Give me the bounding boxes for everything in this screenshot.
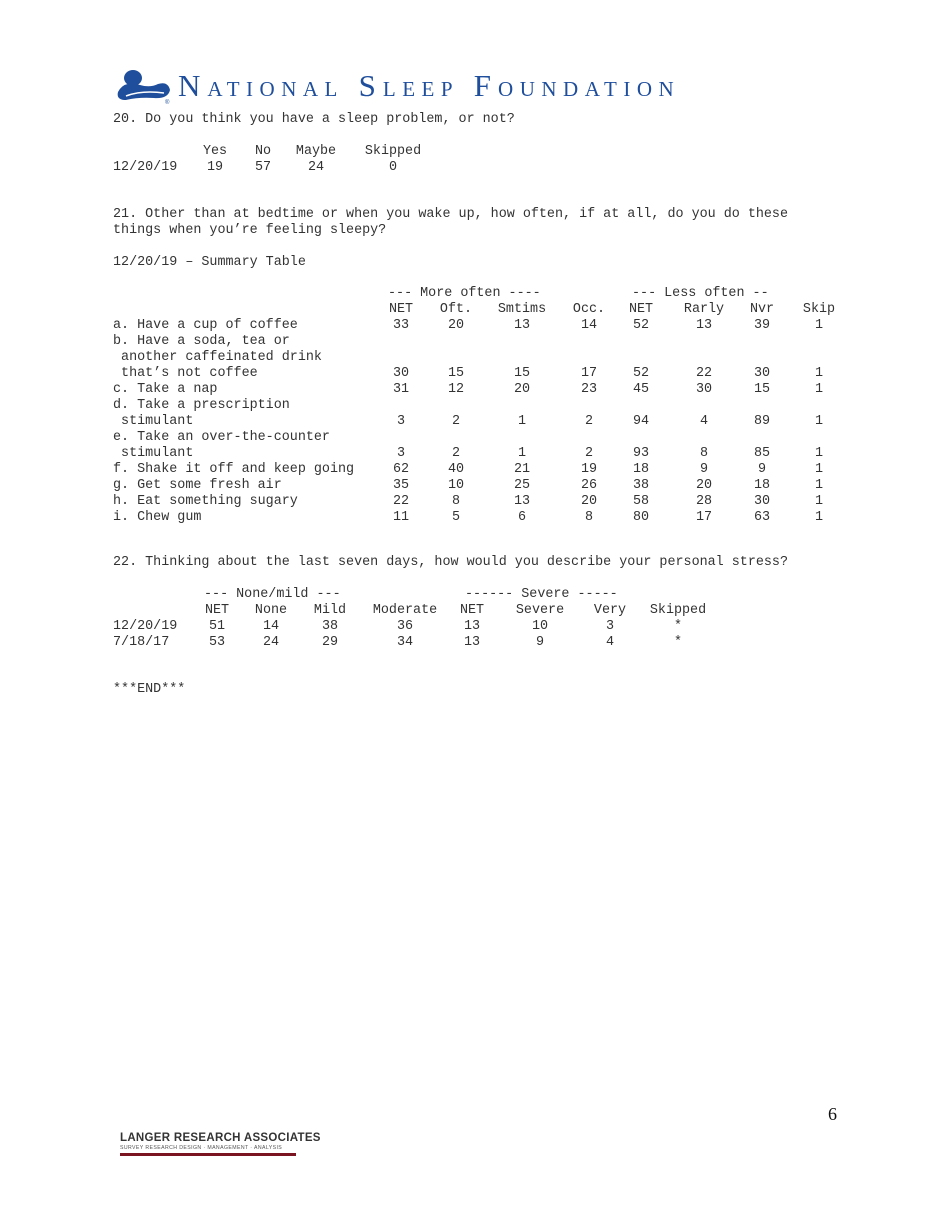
q21-cell: 93: [632, 446, 650, 461]
q22-cell: *: [673, 619, 683, 634]
q21-col-header: Skip: [802, 302, 836, 317]
q21-cell: 4: [699, 414, 709, 429]
q22-cell: 38: [321, 619, 339, 634]
q21-cell: 89: [753, 414, 771, 429]
q21-cell: 1: [814, 494, 824, 509]
q21-cell: 2: [451, 414, 461, 429]
sleeping-person-icon: [114, 66, 174, 106]
q22-cell: 36: [396, 619, 414, 634]
q21-cell: 30: [695, 382, 713, 397]
q21-cell: 63: [753, 510, 771, 525]
q21-col-header: Rarly: [683, 302, 725, 317]
q22-col-header: NET: [459, 603, 485, 618]
q21-row-label: stimulant: [113, 414, 194, 429]
q22-cell: 4: [605, 635, 615, 650]
q21-cell: 80: [632, 510, 650, 525]
q21-cell: 15: [513, 366, 531, 381]
footer-tagline: SURVEY RESEARCH DESIGN · MANAGEMENT · ANALYSIS: [120, 1145, 283, 1151]
q20-col-header: Skipped: [364, 144, 422, 159]
q22-cell: 14: [262, 619, 280, 634]
q21-cell: 14: [580, 318, 598, 333]
q22-row-date: 7/18/17: [113, 635, 170, 650]
q21-cell: 17: [580, 366, 598, 381]
q21-cell: 20: [580, 494, 598, 509]
q22-cell: 13: [463, 619, 481, 634]
q21-cell: 19: [580, 462, 598, 477]
q21-col-header: Occ.: [572, 302, 606, 317]
q21-cell: 1: [814, 414, 824, 429]
q21-cell: 2: [451, 446, 461, 461]
q21-row-label: e. Take an over-the-counter: [113, 430, 330, 445]
q21-cell: 8: [699, 446, 709, 461]
q22-cell: *: [673, 635, 683, 650]
q21-cell: 12: [447, 382, 465, 397]
q22-col-header: Severe: [515, 603, 565, 618]
q21-cell: 13: [513, 318, 531, 333]
q22-cell: 51: [208, 619, 226, 634]
q22-cell: 3: [605, 619, 615, 634]
q21-row-label: d. Take a prescription: [113, 398, 290, 413]
q20-cell: 24: [307, 160, 325, 175]
q21-col-header: NET: [628, 302, 654, 317]
q22-col-header: Skipped: [649, 603, 707, 618]
q22-col-header: Moderate: [372, 603, 438, 618]
q21-cell: 9: [699, 462, 709, 477]
q21-group-more: --- More often ----: [388, 286, 541, 301]
q21-row-label: c. Take a nap: [113, 382, 218, 397]
q20-col-header: Yes: [202, 144, 228, 159]
q21-cell: 15: [447, 366, 465, 381]
q21-cell: 1: [814, 462, 824, 477]
q21-cell: 45: [632, 382, 650, 397]
q21-cell: 38: [632, 478, 650, 493]
end-marker: ***END***: [113, 682, 186, 697]
q20-col-header: No: [254, 144, 272, 159]
q21-cell: 26: [580, 478, 598, 493]
q21-cell: 18: [753, 478, 771, 493]
q21-cell: 17: [695, 510, 713, 525]
q21-cell: 21: [513, 462, 531, 477]
q21-cell: 1: [814, 318, 824, 333]
q21-cell: 13: [695, 318, 713, 333]
q21-cell: 1: [814, 510, 824, 525]
q20-col-header: Maybe: [295, 144, 337, 159]
q21-cell: 28: [695, 494, 713, 509]
q21-cell: 85: [753, 446, 771, 461]
q22-cell: 53: [208, 635, 226, 650]
q21-cell: 8: [451, 494, 461, 509]
q21-cell: 9: [757, 462, 767, 477]
q21-row-label: b. Have a soda, tea or: [113, 334, 290, 349]
q21-cell: 1: [814, 382, 824, 397]
q21-cell: 30: [753, 366, 771, 381]
q22-cell: 9: [535, 635, 545, 650]
q22-cell: 13: [463, 635, 481, 650]
q21-cell: 1: [814, 478, 824, 493]
q21-row-label: g. Get some fresh air: [113, 478, 282, 493]
q21-row-label: h. Eat something sugary: [113, 494, 298, 509]
q21-cell: 3: [396, 446, 406, 461]
q21-cell: 3: [396, 414, 406, 429]
q20-row-date: 12/20/19: [113, 160, 178, 175]
q21-cell: 39: [753, 318, 771, 333]
svg-text:®: ®: [165, 100, 170, 106]
q21-cell: 40: [447, 462, 465, 477]
q22-row-date: 12/20/19: [113, 619, 178, 634]
q21-cell: 5: [451, 510, 461, 525]
q21-cell: 35: [392, 478, 410, 493]
q20-question: 20. Do you think you have a sleep problem, or not?: [113, 112, 515, 127]
q22-cell: 34: [396, 635, 414, 650]
q22-col-header: Very: [593, 603, 627, 618]
q22-col-header: NET: [204, 603, 230, 618]
q21-cell: 52: [632, 318, 650, 333]
q21-cell: 30: [392, 366, 410, 381]
q20-cell: 19: [206, 160, 224, 175]
q21-cell: 1: [814, 446, 824, 461]
q21-question-line1: 21. Other than at bedtime or when you wake up, how often, if at all, do you do these: [113, 207, 788, 222]
q22-cell: 10: [531, 619, 549, 634]
footer-divider: [120, 1153, 296, 1156]
page-number: 6: [828, 1104, 837, 1124]
q22-cell: 29: [321, 635, 339, 650]
q21-row-label: stimulant: [113, 446, 194, 461]
q21-group-less: --- Less often --: [632, 286, 769, 301]
q21-cell: 22: [392, 494, 410, 509]
q22-question: 22. Thinking about the last seven days, how would you describe your personal stress?: [113, 555, 788, 570]
q21-cell: 15: [753, 382, 771, 397]
q21-cell: 20: [447, 318, 465, 333]
q21-row-label: another caffeinated drink: [113, 350, 322, 365]
q21-cell: 2: [584, 446, 594, 461]
footer-org-name: LANGER RESEARCH ASSOCIATES: [120, 1132, 321, 1144]
q21-cell: 20: [513, 382, 531, 397]
q21-cell: 1: [517, 446, 527, 461]
q21-cell: 1: [814, 366, 824, 381]
q21-cell: 23: [580, 382, 598, 397]
q21-question-line2: things when you’re feeling sleepy?: [113, 223, 387, 238]
q20-cell: 0: [388, 160, 398, 175]
q21-cell: 25: [513, 478, 531, 493]
q21-cell: 18: [632, 462, 650, 477]
q21-cell: 22: [695, 366, 713, 381]
q21-col-header: NET: [388, 302, 414, 317]
q21-cell: 13: [513, 494, 531, 509]
q21-subtitle: 12/20/19 – Summary Table: [113, 255, 306, 270]
q21-cell: 20: [695, 478, 713, 493]
q22-group-none: --- None/mild ---: [204, 587, 341, 602]
q21-cell: 1: [517, 414, 527, 429]
q22-group-severe: ------ Severe -----: [465, 587, 618, 602]
q22-col-header: None: [254, 603, 288, 618]
q21-cell: 33: [392, 318, 410, 333]
q22-col-header: Mild: [313, 603, 347, 618]
q21-cell: 31: [392, 382, 410, 397]
q21-row-label: f. Shake it off and keep going: [113, 462, 355, 477]
q21-cell: 52: [632, 366, 650, 381]
q21-row-label: that’s not coffee: [113, 366, 258, 381]
q22-cell: 24: [262, 635, 280, 650]
q21-cell: 10: [447, 478, 465, 493]
footer-logo: [120, 1132, 321, 1156]
q21-row-label: a. Have a cup of coffee: [113, 318, 298, 333]
q21-col-header: Nvr: [749, 302, 775, 317]
q20-cell: 57: [254, 160, 272, 175]
q21-cell: 8: [584, 510, 594, 525]
q21-cell: 11: [392, 510, 410, 525]
org-name: NATIONAL SLEEP FOUNDATION: [178, 68, 681, 103]
q21-cell: 6: [517, 510, 527, 525]
q21-cell: 2: [584, 414, 594, 429]
q21-col-header: Oft.: [439, 302, 473, 317]
q21-cell: 30: [753, 494, 771, 509]
q21-cell: 94: [632, 414, 650, 429]
q21-cell: 62: [392, 462, 410, 477]
q21-col-header: Smtims: [497, 302, 547, 317]
q21-cell: 58: [632, 494, 650, 509]
q21-row-label: i. Chew gum: [113, 510, 202, 525]
